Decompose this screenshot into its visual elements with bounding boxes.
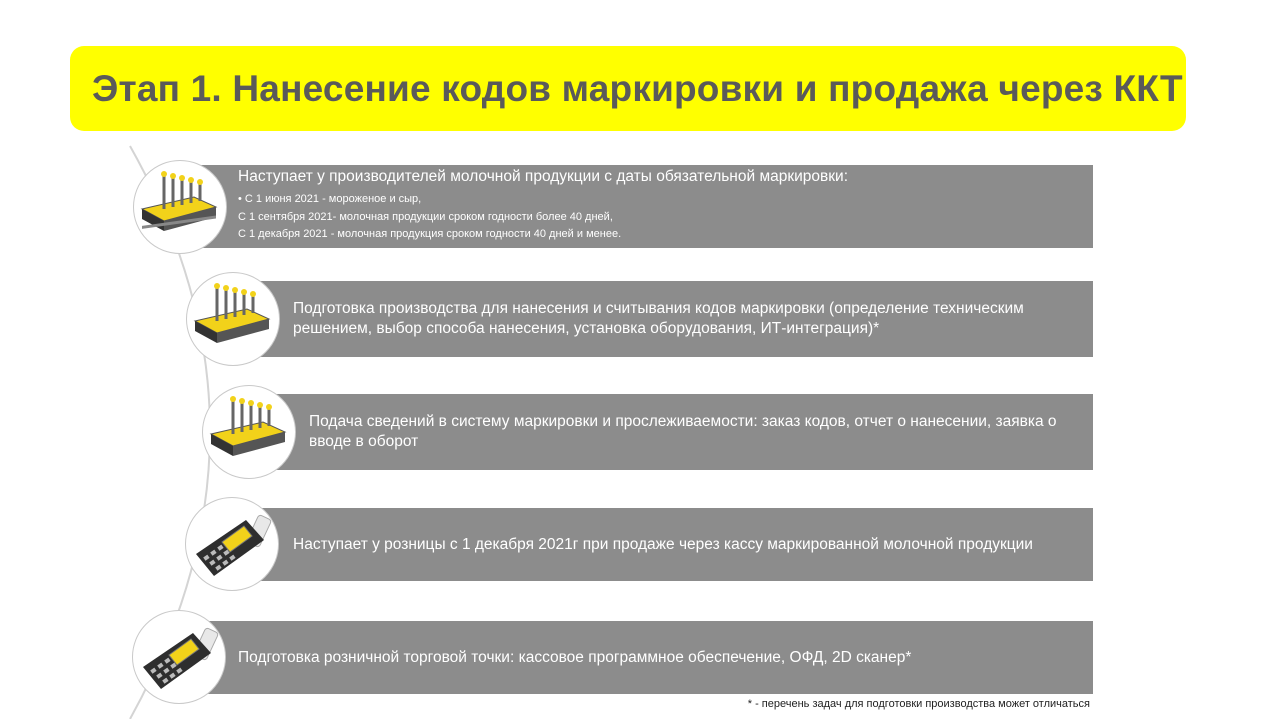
cash-register-icon xyxy=(133,611,226,704)
step-1-subitem-2: С 1 сентября 2021- молочная продукции сроком годности более 40 дней, xyxy=(238,210,613,223)
title-banner xyxy=(70,46,1186,131)
cash-register-icon xyxy=(186,498,279,591)
production-machine-icon xyxy=(203,386,296,479)
step-2 xyxy=(235,281,1093,357)
step-1-subitem-3: С 1 декабря 2021 - молочная продукция сроком годности 40 дней и менее. xyxy=(238,228,622,240)
footnote: * - перечень задач для подготовки производства может отличаться xyxy=(747,698,1090,710)
step-5-icon-circle xyxy=(132,610,226,704)
step-1-icon-circle xyxy=(133,160,227,254)
step-4-text: Наступает у розницы с 1 декабря 2021г при продаже через кассу маркированной молочной продукции xyxy=(293,535,1033,553)
step-4 xyxy=(235,508,1093,581)
step-5-text: Подготовка розничной торговой точки: кассовое программное обеспечение, ОФД, 2D сканер* xyxy=(238,648,912,666)
step-3-icon-circle xyxy=(202,385,296,479)
step-1 xyxy=(181,165,1093,248)
step-1-text: Наступает у производителей молочной продукции с даты обязательной маркировки: xyxy=(238,168,849,185)
page-title: Этап 1. Нанесение кодов маркировки и продажа через ККТ xyxy=(92,67,1183,109)
step-3 xyxy=(250,394,1093,470)
step-1-subitem-1: • С 1 июня 2021 - мороженое и сыр, xyxy=(238,193,422,205)
step-3-text: Подача сведений в систему маркировки и прослеживаемости: заказ кодов, отчет о нанесении, заявка о вводе в оборот xyxy=(309,413,1057,450)
step-5 xyxy=(181,621,1093,694)
step-2-text: Подготовка производства для нанесения и считывания кодов маркировки (определение техническим решением, выбор способа нанесения, установка оборудования, ИТ-интеграция)* xyxy=(293,300,1024,337)
production-machine-icon xyxy=(187,273,280,366)
production-machine-icon xyxy=(134,161,227,254)
step-2-icon-circle xyxy=(186,272,280,366)
step-4-icon-circle xyxy=(185,497,279,591)
